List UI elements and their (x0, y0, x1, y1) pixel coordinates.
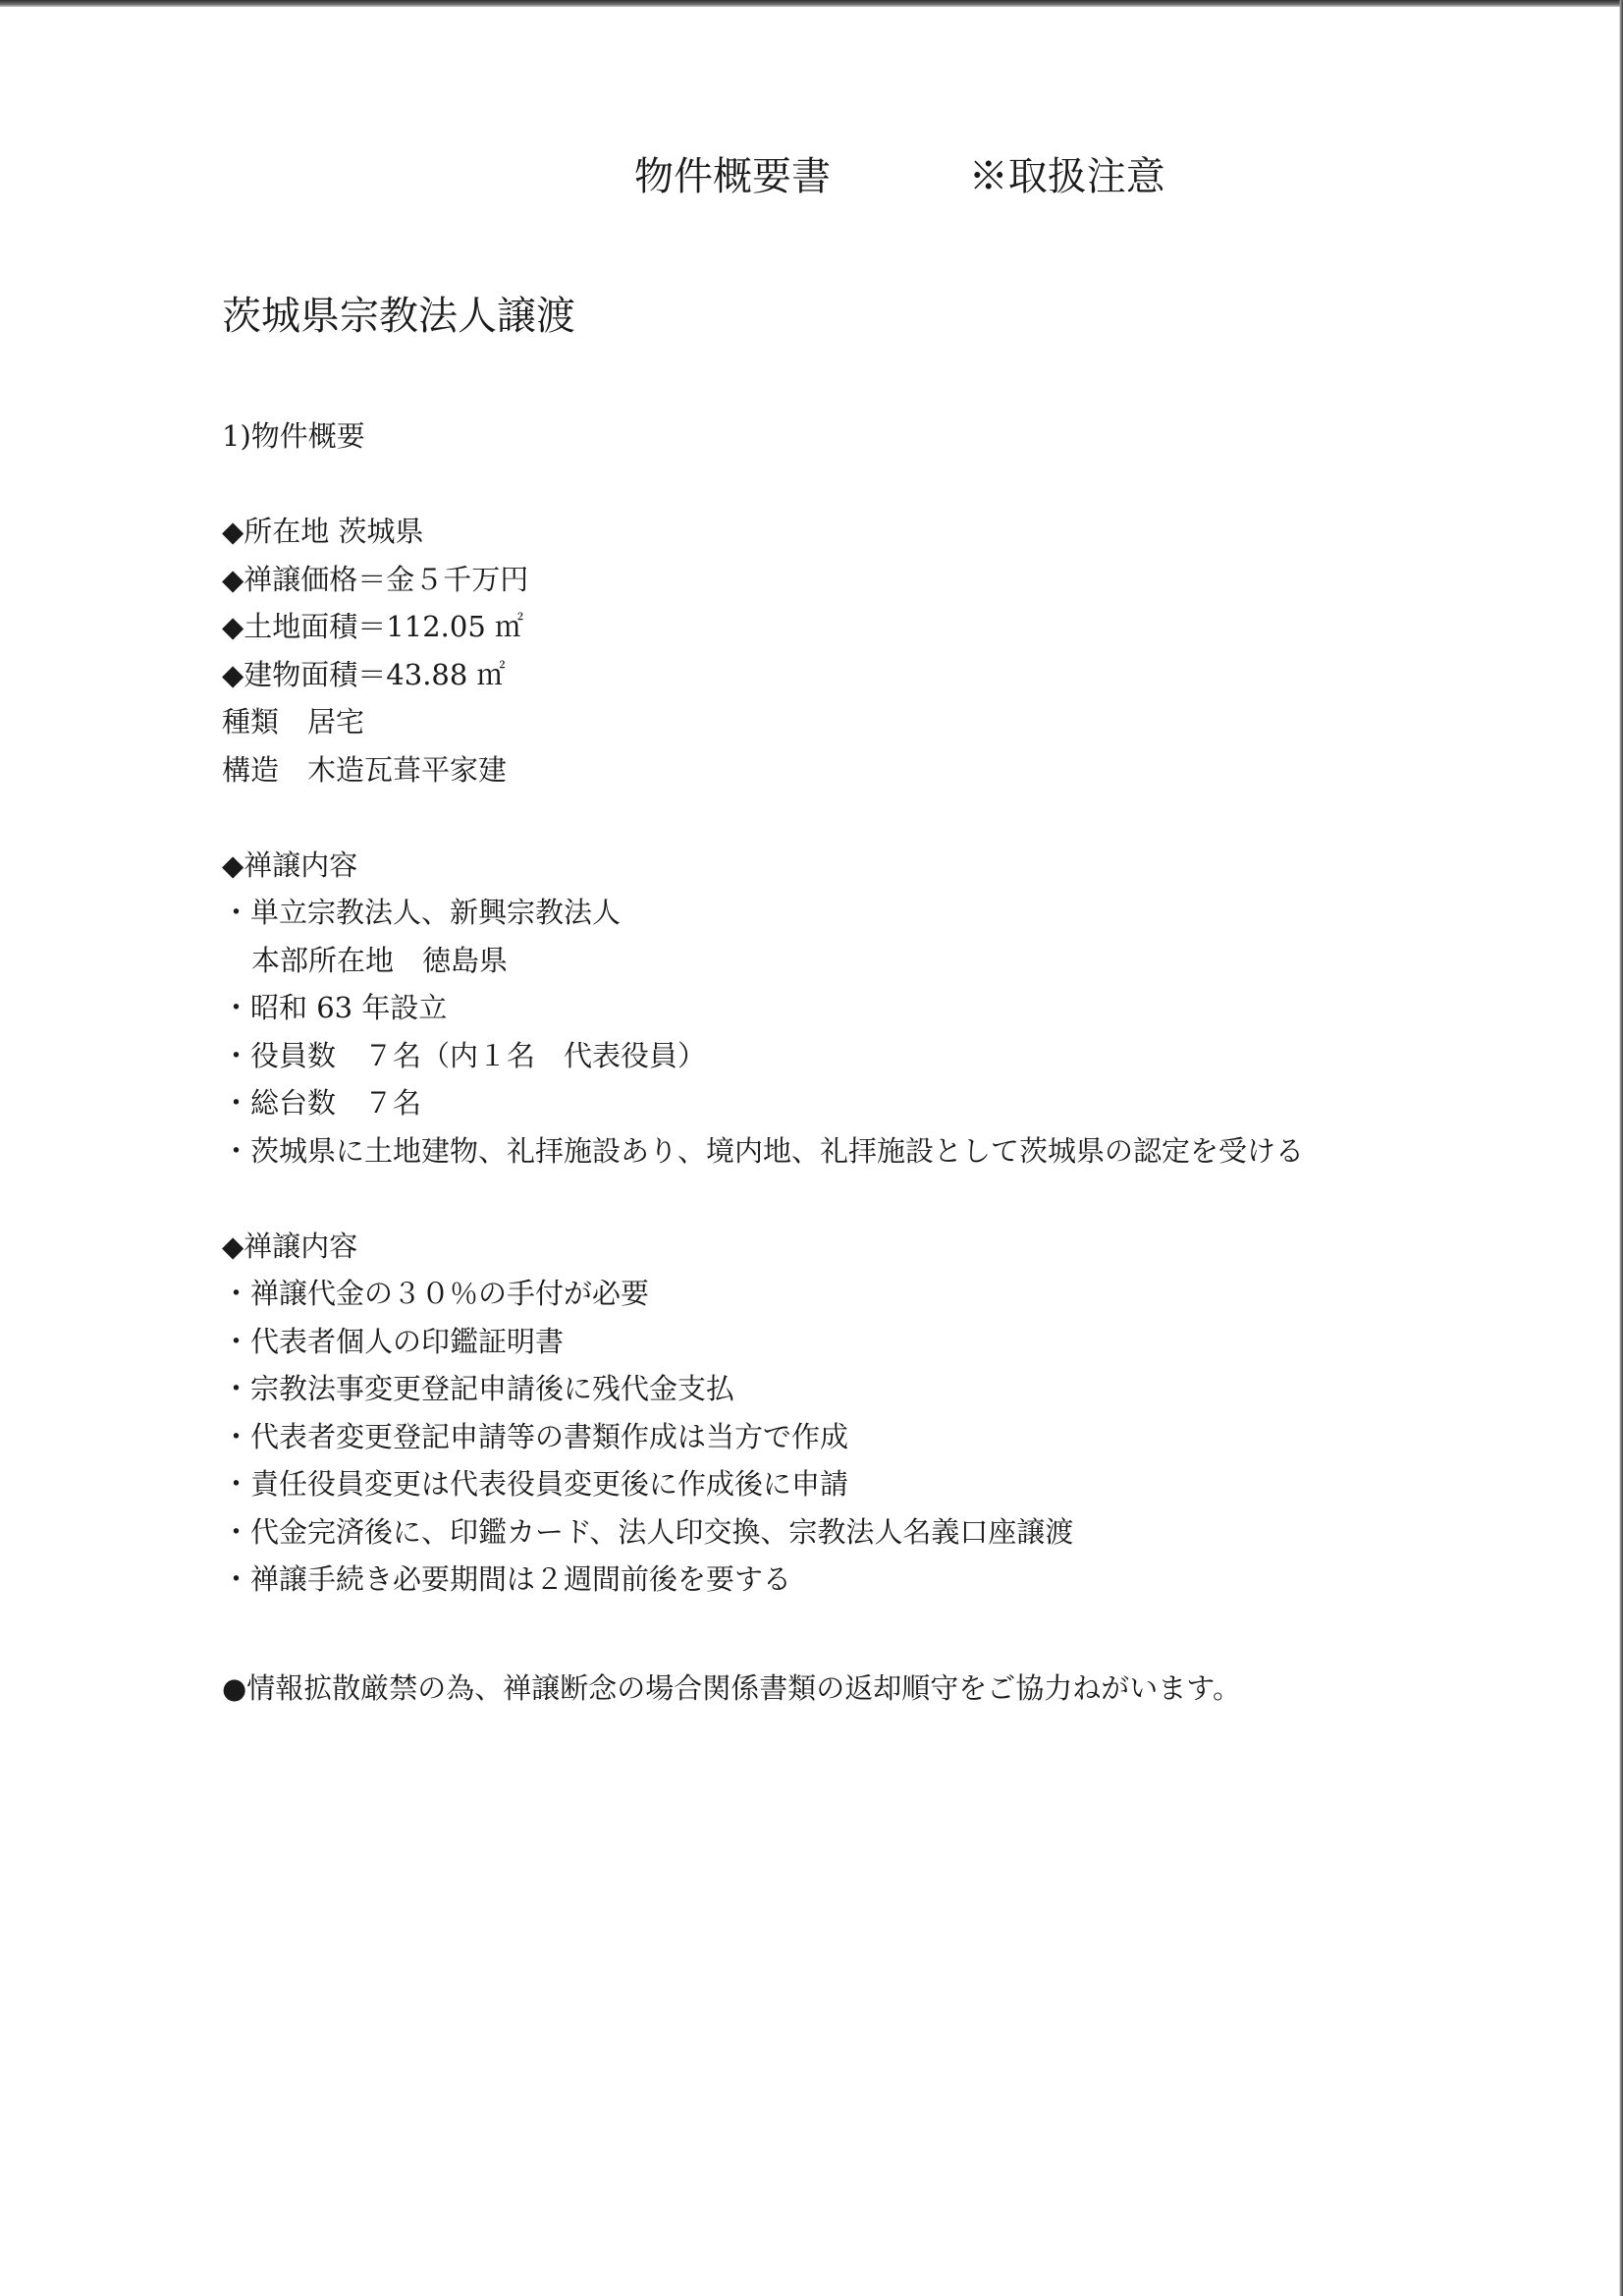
list-item: ・茨城県に土地建物、礼拝施設あり、境内地、礼拝施設として茨城県の認定を受ける (222, 1133, 1305, 1168)
list-item: ・禅譲代金の３０％の手付が必要 (222, 1277, 650, 1310)
structure-line: 構造 木造瓦葺平家建 (222, 752, 508, 787)
location-line: ◆所在地 茨城県 (222, 515, 424, 548)
transfer-details-1 (222, 842, 1538, 1175)
scan-edge-right (1619, 0, 1623, 2296)
scan-edge-top (0, 0, 1623, 7)
list-item: ・代表者個人の印鑑証明書 (222, 1324, 565, 1358)
spacer (222, 793, 1538, 842)
document-body (222, 412, 1538, 1713)
list-item: ・責任役員変更は代表役員変更後に作成後に申請 (222, 1467, 849, 1501)
list-item: ・禅譲手続き必要期間は２週間前後を要する (222, 1562, 792, 1596)
list-item: ・代金完済後に、印鑑カード、法人印交換、宗教法人名義口座譲渡 (222, 1514, 1074, 1549)
list-item: ・昭和 63 年設立 (222, 991, 448, 1024)
type-line: 種類 居宅 (222, 705, 365, 738)
document-title: 物件概要書 (634, 154, 831, 199)
document-subject: 茨城県宗教法人譲渡 (222, 294, 575, 339)
list-item: ・宗教法事変更登記申請後に残代金支払 (222, 1372, 735, 1405)
transfer-details-heading: ◆禅譲内容 (222, 847, 358, 882)
list-item: ・単立宗教法人、新興宗教法人 (222, 896, 622, 929)
section-heading: 1)物件概要 (222, 419, 365, 453)
transfer-details-heading: ◆禅譲内容 (222, 1229, 358, 1263)
list-item: ・代表者変更登記申請等の書類作成は当方で作成 (222, 1419, 849, 1453)
list-item: ・総台数 ７名 (222, 1086, 422, 1120)
spacer (222, 1175, 1538, 1223)
land-area-line: ◆土地面積＝112.05 ㎡ (222, 610, 523, 643)
price-line: ◆禅譲価格＝金５千万円 (222, 562, 529, 596)
spacer (222, 461, 1538, 509)
document-header (634, 149, 1165, 204)
confidentiality-notice: ●情報拡散厳禁の為、禅譲断念の場合関係書類の返却順守をご協力ねがいます。 (222, 1671, 1241, 1705)
transfer-details-2 (222, 1223, 1538, 1604)
building-area-line: ◆建物面積＝43.88 ㎡ (222, 657, 506, 691)
spacer (222, 1604, 1538, 1652)
list-item: ・役員数 ７名（内１名 代表役員） (222, 1038, 707, 1072)
property-summary (222, 508, 1538, 793)
handling-note: ※取扱注意 (968, 154, 1165, 199)
list-item: 本部所在地 徳島県 (251, 943, 509, 977)
